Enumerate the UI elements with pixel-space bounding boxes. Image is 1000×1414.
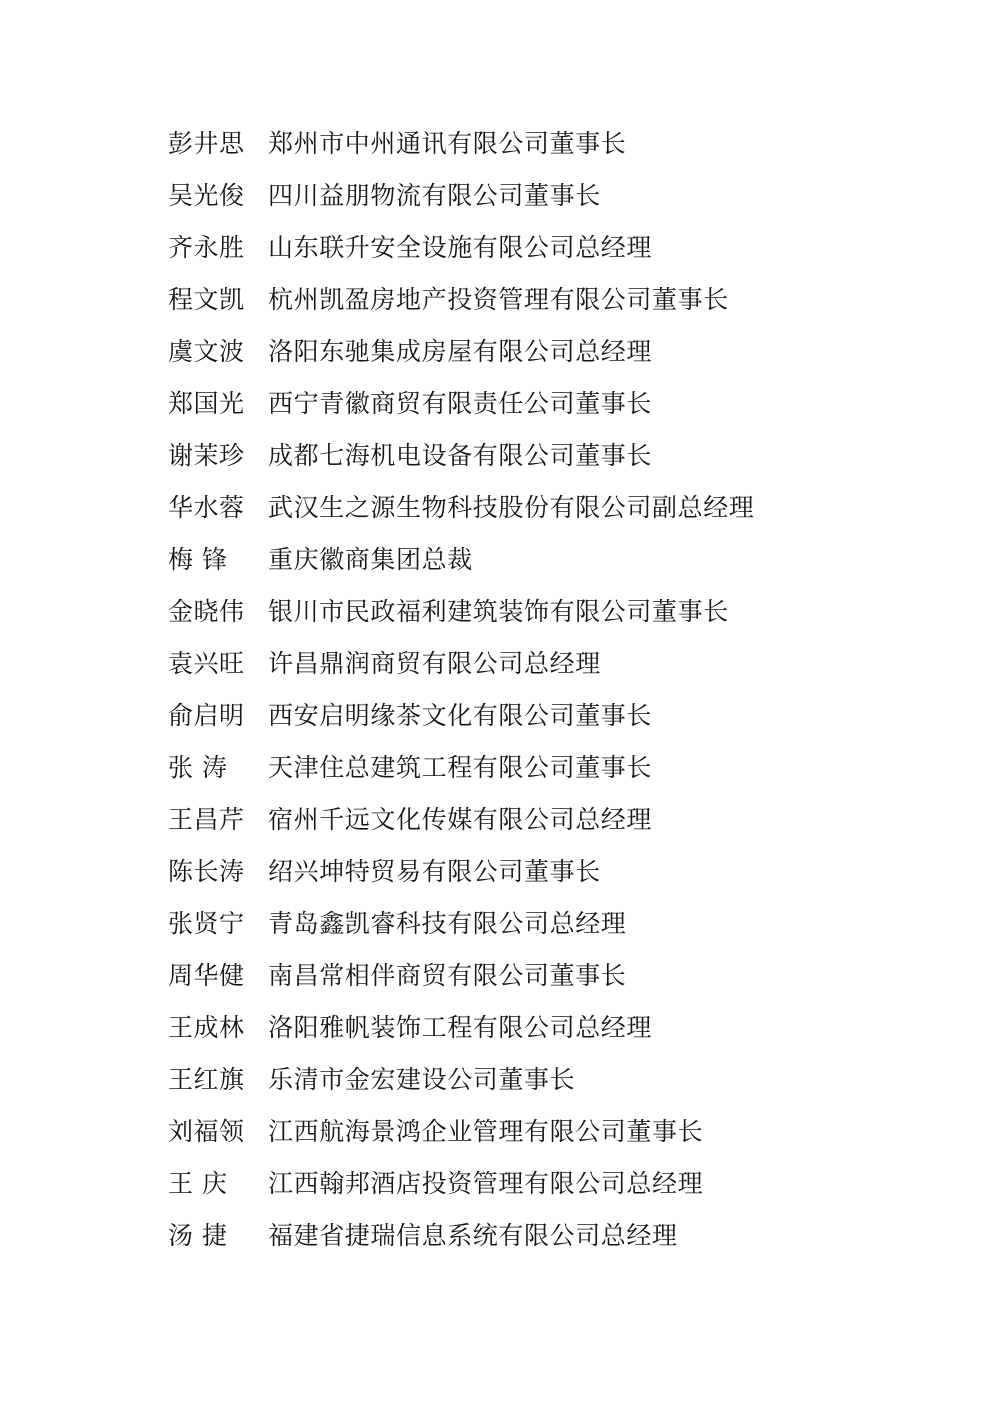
- person-organization-title: 杭州凯盈房地产投资管理有限公司董事长: [268, 285, 729, 314]
- person-organization-title: 洛阳雅帆装饰工程有限公司总经理: [268, 1013, 653, 1042]
- person-name: 周华健: [168, 961, 245, 990]
- person-organization-title: 江西航海景鸿企业管理有限公司董事长: [268, 1117, 704, 1146]
- roster-row: [168, 898, 840, 950]
- roster-row: [168, 430, 840, 482]
- roster-row: [168, 1054, 840, 1106]
- person-organization-title: 西安启明缘茶文化有限公司董事长: [268, 701, 653, 730]
- roster-row: [168, 378, 840, 430]
- roster-row: [168, 534, 840, 586]
- person-organization-title: 郑州市中州通讯有限公司董事长: [268, 129, 627, 158]
- person-organization-title: 洛阳东驰集成房屋有限公司总经理: [268, 337, 653, 366]
- person-name: 陈长涛: [168, 857, 245, 886]
- person-name: 虞文波: [168, 337, 245, 366]
- roster-row: [168, 638, 840, 690]
- person-name: 彭井思: [168, 129, 245, 158]
- person-name: 金晓伟: [168, 597, 245, 626]
- person-name: 王红旗: [168, 1065, 245, 1094]
- roster-row: [168, 1158, 840, 1210]
- person-name: 谢茉珍: [168, 441, 245, 470]
- roster-row: [168, 222, 840, 274]
- person-organization-title: 重庆徽商集团总裁: [268, 545, 473, 574]
- roster-row: [168, 1002, 840, 1054]
- person-name: 王昌芹: [168, 805, 245, 834]
- person-organization-title: 乐清市金宏建设公司董事长: [268, 1065, 576, 1094]
- roster-row: [168, 794, 840, 846]
- roster-row: [168, 274, 840, 326]
- person-name: 梅 锋: [168, 545, 228, 574]
- roster-row: [168, 1106, 840, 1158]
- roster-row: [168, 950, 840, 1002]
- roster-row: [168, 1210, 840, 1262]
- person-name: 张 涛: [168, 753, 228, 782]
- person-name: 吴光俊: [168, 181, 245, 210]
- roster-row: [168, 742, 840, 794]
- person-name: 俞启明: [168, 701, 245, 730]
- roster-row: [168, 586, 840, 638]
- person-name: 王成林: [168, 1013, 245, 1042]
- person-name: 汤 捷: [168, 1221, 228, 1250]
- person-organization-title: 四川益朋物流有限公司董事长: [268, 181, 601, 210]
- person-organization-title: 成都七海机电设备有限公司董事长: [268, 441, 653, 470]
- roster-row: [168, 118, 840, 170]
- person-organization-title: 山东联升安全设施有限公司总经理: [268, 233, 653, 262]
- person-organization-title: 西宁青徽商贸有限责任公司董事长: [268, 389, 653, 418]
- roster-row: [168, 846, 840, 898]
- roster-row: [168, 482, 840, 534]
- person-name: 王 庆: [168, 1169, 228, 1198]
- roster-row: [168, 170, 840, 222]
- person-organization-title: 宿州千远文化传媒有限公司总经理: [268, 805, 653, 834]
- roster-list: [168, 118, 840, 1262]
- roster-row: [168, 690, 840, 742]
- person-name: 刘福领: [168, 1117, 245, 1146]
- person-organization-title: 银川市民政福利建筑装饰有限公司董事长: [268, 597, 729, 626]
- person-name: 张贤宁: [168, 909, 245, 938]
- person-organization-title: 福建省捷瑞信息系统有限公司总经理: [268, 1221, 678, 1250]
- person-name: 程文凯: [168, 285, 245, 314]
- person-name: 齐永胜: [168, 233, 245, 262]
- person-name: 华水蓉: [168, 493, 245, 522]
- person-organization-title: 南昌常相伴商贸有限公司董事长: [268, 961, 627, 990]
- person-organization-title: 青岛鑫凯睿科技有限公司总经理: [268, 909, 627, 938]
- person-organization-title: 天津住总建筑工程有限公司董事长: [268, 753, 653, 782]
- person-organization-title: 武汉生之源生物科技股份有限公司副总经理: [268, 493, 755, 522]
- person-name: 郑国光: [168, 389, 245, 418]
- roster-row: [168, 326, 840, 378]
- person-organization-title: 江西翰邦酒店投资管理有限公司总经理: [268, 1169, 704, 1198]
- person-organization-title: 许昌鼎润商贸有限公司总经理: [268, 649, 601, 678]
- person-name: 袁兴旺: [168, 649, 245, 678]
- person-organization-title: 绍兴坤特贸易有限公司董事长: [268, 857, 601, 886]
